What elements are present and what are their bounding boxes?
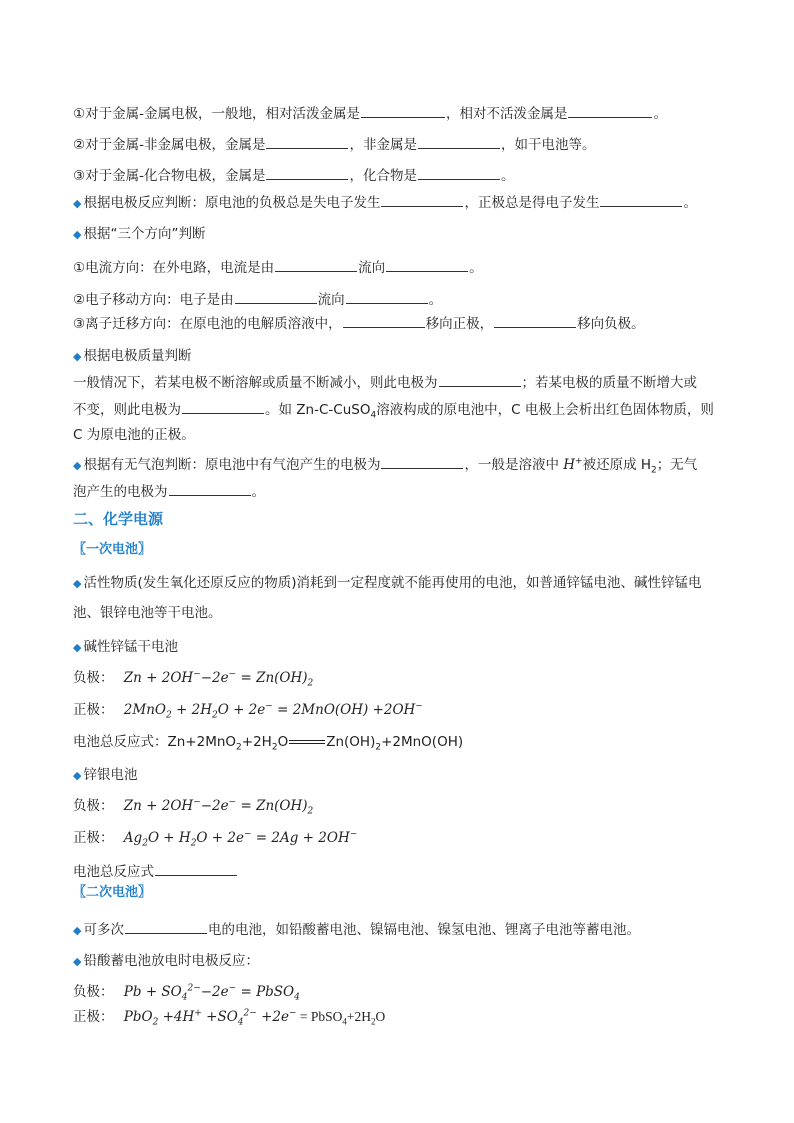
- equation: [123, 1008, 386, 1028]
- text: 移向正极，: [425, 316, 494, 332]
- subscript: 2: [375, 742, 382, 753]
- line-secondary-desc: [73, 919, 640, 940]
- subsection-title: 〖二次电池〗: [73, 885, 152, 900]
- line-mass-heading: [73, 347, 191, 366]
- text: ；无气: [656, 457, 698, 473]
- text: 。: [683, 195, 697, 211]
- label: 正极：: [73, 830, 114, 846]
- subscript: 2: [152, 1017, 159, 1028]
- text: 活性物质(发生氧化还原反应的物质)消耗到一定程度就不能再使用的电池，如普通锌锰电池、碱性锌锰电: [83, 575, 702, 591]
- blank: [155, 861, 237, 876]
- eq-part: −2e: [200, 984, 229, 1000]
- text: ①对于金属-金属电极，一般地，相对活泼金属是: [73, 106, 360, 122]
- line-alkaline-positive: [73, 701, 423, 719]
- eq-part: +2e: [256, 1009, 289, 1025]
- blank: [418, 165, 500, 180]
- blank: [235, 289, 317, 304]
- diamond-icon: ◆: [73, 350, 82, 363]
- diamond-icon: ◆: [73, 228, 82, 241]
- superscript: −: [193, 797, 201, 808]
- text: 溶液构成的原电池中，C 电极上会析出红色固体物质，则: [376, 402, 714, 418]
- blank: [494, 313, 576, 328]
- line-alkaline-total: [73, 733, 463, 751]
- text: 根据“三个方向”判断: [83, 226, 206, 242]
- line-metal-compound: [73, 165, 514, 185]
- diamond-icon: ◆: [73, 197, 82, 210]
- equation: [123, 797, 314, 817]
- text: 。: [251, 484, 265, 500]
- diamond-icon: ◆: [73, 955, 82, 968]
- eq-part: Zn + 2OH: [123, 670, 194, 686]
- text: ，如干电池等。: [500, 137, 596, 153]
- text: +2H: [241, 734, 272, 750]
- subscript: 2: [271, 742, 278, 753]
- text: 泡产生的电极为: [73, 484, 168, 500]
- text: ②电子移动方向：电子是由: [73, 292, 234, 308]
- line-metal-metal: [73, 103, 667, 123]
- text: ，相对不活泼金属是: [445, 106, 568, 122]
- math-h: H: [563, 457, 576, 473]
- eq-part: O: [375, 1009, 386, 1024]
- text: +2MnO(OH): [381, 734, 464, 750]
- line-current-direction: [73, 257, 483, 277]
- blank: [125, 919, 207, 934]
- eq-part: Zn + 2OH: [123, 798, 194, 814]
- text: 被还原成 H: [582, 457, 652, 473]
- text: ；若某电极的质量不断增大或: [521, 375, 697, 391]
- text: Zn(OH): [326, 734, 376, 750]
- line-mass-1: [73, 372, 697, 392]
- blank: [275, 257, 357, 272]
- eq-part: +SO: [201, 1009, 238, 1025]
- line-mass-2: [73, 399, 714, 419]
- equation: [123, 983, 300, 1003]
- blank: [182, 399, 264, 414]
- diamond-icon: ◆: [73, 924, 82, 937]
- blank: [386, 257, 468, 272]
- label: 负极：: [73, 798, 114, 814]
- line-lead-acid-heading: [73, 952, 259, 971]
- subscript: 2: [371, 1016, 376, 1027]
- text: 。: [653, 106, 667, 122]
- line-silver-zinc-total: [73, 861, 238, 881]
- superscript: +: [194, 1008, 202, 1019]
- text: ，一般是溶液中: [464, 457, 559, 473]
- superscript: −: [415, 701, 423, 712]
- line-bubbles-1: [73, 454, 697, 475]
- blank: [439, 372, 521, 387]
- line-alkaline-heading: [73, 638, 178, 657]
- eq-part: = 2Ag + 2OH: [251, 830, 350, 846]
- eq-part: = PbSO: [296, 1009, 343, 1024]
- subscript: 2: [142, 838, 148, 849]
- blank: [169, 481, 251, 496]
- blank: [266, 134, 348, 149]
- blank: [343, 313, 425, 328]
- equation: [123, 669, 314, 689]
- superscript: −: [228, 983, 237, 994]
- superscript: 2−: [243, 1008, 257, 1019]
- text: 根据电极质量判断: [83, 348, 192, 364]
- superscript: −: [349, 829, 358, 840]
- subscript: 4: [181, 992, 188, 1003]
- subsection-heading-primary: [73, 540, 151, 559]
- eq-part: O + 2e: [217, 702, 266, 718]
- blank: [266, 165, 348, 180]
- superscript: −: [193, 669, 201, 680]
- subscript: 2: [236, 742, 242, 753]
- line-metal-nonmetal: [73, 134, 595, 154]
- text: 不变，则此电极为: [73, 402, 181, 418]
- diamond-icon: ◆: [73, 769, 82, 782]
- eq-part: = Zn(OH): [236, 798, 308, 814]
- line-electrode-reaction: [73, 192, 697, 213]
- label: 正极：: [73, 1009, 114, 1025]
- line-mass-3: [73, 426, 195, 444]
- subscript: 4: [294, 992, 300, 1003]
- line-bubbles-2: [73, 481, 265, 501]
- superscript: −: [228, 669, 237, 680]
- text: 池、银锌电池等干电池。: [73, 605, 222, 621]
- blank: [418, 134, 500, 149]
- subscript: 2: [190, 838, 197, 849]
- subscript: 2: [307, 678, 314, 689]
- text: 电池总反应式: [73, 864, 154, 880]
- superscript: −: [288, 1008, 297, 1019]
- label: 正极：: [73, 702, 114, 718]
- eq-part: + 2H: [171, 702, 212, 718]
- text: 一般情况下，若某电极不断溶解或质量不断减小，则此电极为: [73, 375, 438, 391]
- text: 可多次: [83, 922, 124, 938]
- superscript: −: [228, 797, 237, 808]
- line-alkaline-negative: [73, 669, 313, 687]
- text: 碱性锌锰干电池: [83, 639, 178, 655]
- line-electron-direction: [73, 289, 442, 309]
- text: 。如 Zn-C-CuSO: [265, 402, 371, 418]
- text: ①电流方向：在外电路，电流是由: [73, 260, 275, 276]
- superscript: +: [575, 456, 583, 467]
- blank: [568, 103, 652, 118]
- blank: [600, 192, 682, 207]
- eq-part: +4H: [158, 1009, 195, 1025]
- line-primary-desc-2: [73, 604, 222, 622]
- eq-part: Ag: [123, 830, 143, 846]
- text: ③离子迁移方向：在原电池的电解质溶液中，: [73, 316, 342, 332]
- diamond-icon: ◆: [73, 577, 82, 590]
- subscript: 4: [237, 1017, 244, 1028]
- equation: [123, 701, 423, 721]
- text: 电的电池，如铅酸蓄电池、镍镉电池、镍氢电池、锂离子电池等蓄电池。: [207, 922, 640, 938]
- text: 锌银电池: [83, 767, 138, 783]
- line-silver-zinc-positive: [73, 829, 357, 847]
- text: C 为原电池的正极。: [73, 427, 195, 443]
- line-silver-zinc-heading: [73, 766, 137, 785]
- text: 。: [469, 260, 483, 276]
- text: 电池总反应式：Zn+2MnO: [73, 734, 237, 750]
- subscript: 2: [211, 710, 218, 721]
- eq-part: Pb + SO: [123, 984, 182, 1000]
- text: ③对于金属-化合物电极，金属是: [73, 168, 266, 184]
- superscript: 2−: [187, 983, 201, 994]
- eq-part: PbO: [123, 1009, 153, 1025]
- eq-part: O + 2e: [196, 830, 244, 846]
- superscript: −: [243, 829, 252, 840]
- section-title: 二、化学电源: [73, 510, 164, 528]
- eq-part: = 2MnO(OH) +2OH: [272, 702, 416, 718]
- text: 根据电极反应判断：原电池的负极总是失电子发生: [83, 195, 381, 211]
- line-three-directions: [73, 225, 205, 244]
- text: ，正极总是得电子发生: [464, 195, 600, 211]
- line-ion-direction: [73, 313, 645, 333]
- subsection-title: 〖一次电池〗: [73, 542, 152, 557]
- text: 。: [428, 292, 443, 308]
- line-lead-acid-negative: [73, 983, 300, 1001]
- text: O: [277, 734, 289, 750]
- diamond-icon: ◆: [73, 641, 82, 654]
- blank: [381, 454, 463, 469]
- subscript: 2: [165, 710, 172, 721]
- line-lead-acid-positive: [73, 1008, 385, 1026]
- label: 负极：: [73, 984, 114, 1000]
- eq-part: O + H: [147, 830, 191, 846]
- text: 流向: [317, 292, 345, 308]
- text: ，非金属是: [349, 137, 417, 153]
- subscript: 2: [307, 806, 314, 817]
- eq-part: −2e: [200, 670, 229, 686]
- text: 铅酸蓄电池放电时电极反应：: [83, 953, 259, 969]
- eq-part: +2H: [346, 1009, 372, 1024]
- text: 根据有无气泡判断：原电池中有气泡产生的电极为: [83, 457, 381, 473]
- diamond-icon: ◆: [73, 459, 82, 472]
- double-equal-sign: [289, 740, 325, 744]
- blank: [346, 289, 428, 304]
- text: ②对于金属-非金属电极，金属是: [73, 137, 266, 153]
- line-primary-desc-1: [73, 574, 702, 593]
- label: 负极：: [73, 670, 114, 686]
- subscript: 2: [651, 465, 657, 476]
- eq-part: −2e: [200, 798, 229, 814]
- text: 。: [500, 168, 515, 184]
- text: 流向: [358, 260, 386, 276]
- eq-part: 2MnO: [123, 702, 166, 718]
- equation: [123, 829, 358, 849]
- subscript: 4: [342, 1016, 347, 1027]
- blank: [381, 192, 463, 207]
- text: ，化合物是: [349, 168, 417, 184]
- eq-part: = Zn(OH): [236, 670, 308, 686]
- blank: [361, 103, 445, 118]
- eq-part: = PbSO: [236, 984, 295, 1000]
- text: 移向负极。: [577, 316, 645, 332]
- subsection-heading-secondary: [73, 883, 151, 902]
- line-silver-zinc-negative: [73, 797, 313, 815]
- subscript: 4: [370, 410, 377, 421]
- superscript: −: [265, 701, 273, 712]
- section-heading: [73, 510, 163, 529]
